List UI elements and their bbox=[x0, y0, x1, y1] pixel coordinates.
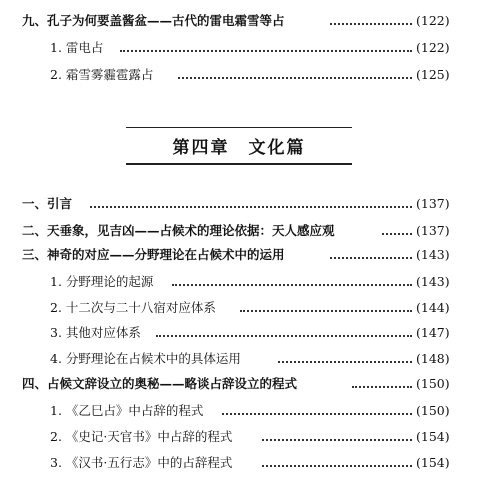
dot-leader bbox=[172, 284, 412, 286]
toc-entry bbox=[0, 296, 480, 320]
dot-leader bbox=[240, 310, 412, 312]
toc-entry-title: 一、引言 bbox=[22, 196, 73, 211]
dot-leader bbox=[382, 233, 412, 235]
toc-entry-title: 2. 《史记·天官书》中占辞的程式 bbox=[50, 429, 233, 444]
toc-entry-page: (125) bbox=[416, 67, 450, 82]
toc-entry bbox=[0, 270, 480, 294]
toc-entry bbox=[0, 36, 480, 60]
toc-entry-title: 二、天垂象，见吉凶——占候术的理论依据：天人感应观 bbox=[22, 223, 335, 238]
toc-entry bbox=[0, 399, 480, 423]
toc-entry bbox=[0, 372, 480, 396]
chapter-heading: 第四章 文化篇 bbox=[126, 127, 352, 165]
dot-leader bbox=[90, 206, 412, 208]
toc-entry bbox=[0, 321, 480, 345]
dot-leader bbox=[120, 50, 412, 52]
toc-entry-page: (137) bbox=[416, 223, 450, 238]
toc-entry-title: 1. 分野理论的起源 bbox=[50, 274, 154, 289]
toc-entry-title: 2. 十二次与二十八宿对应体系 bbox=[50, 300, 216, 315]
toc-entry bbox=[0, 425, 480, 449]
toc-entry bbox=[0, 192, 480, 216]
toc-entry-page: (148) bbox=[416, 351, 450, 366]
toc-entry-page: (122) bbox=[416, 13, 450, 28]
toc-entry-title: 3. 其他对应体系 bbox=[50, 325, 141, 340]
toc-entry-title: 1. 《乙巳占》中占辞的程式 bbox=[50, 403, 204, 418]
dot-leader bbox=[262, 439, 412, 441]
toc-entry-title: 三、神奇的对应——分野理论在占候术中的运用 bbox=[22, 247, 285, 262]
toc-entry-page: (150) bbox=[416, 376, 450, 391]
toc-entry-page: (144) bbox=[416, 300, 450, 315]
toc-entry-title: 4. 分野理论在占候术中的具体运用 bbox=[50, 351, 241, 366]
toc-entry bbox=[0, 451, 480, 475]
toc-entry-page: (122) bbox=[416, 40, 450, 55]
dot-leader bbox=[278, 361, 412, 363]
toc-entry bbox=[0, 243, 480, 267]
toc-entry-page: (147) bbox=[416, 325, 450, 340]
toc-entry bbox=[0, 9, 480, 33]
dot-leader bbox=[178, 77, 412, 79]
toc-entry-page: (154) bbox=[416, 455, 450, 470]
dot-leader bbox=[330, 23, 412, 25]
dot-leader bbox=[156, 335, 412, 337]
toc-entry-title: 九、孔子为何要盖酱盆——古代的雷电霜雪等占 bbox=[22, 13, 285, 28]
dot-leader bbox=[262, 465, 412, 467]
toc-entry-title: 3. 《汉书·五行志》中的占辞程式 bbox=[50, 455, 233, 470]
toc-entry bbox=[0, 219, 480, 243]
toc-entry-title: 1. 雷电占 bbox=[50, 40, 104, 55]
toc-entry-page: (143) bbox=[416, 274, 450, 289]
toc-entry bbox=[0, 63, 480, 87]
dot-leader bbox=[330, 257, 412, 259]
toc-entry-title: 2. 霜雪雾霾雹露占 bbox=[50, 67, 154, 82]
toc-entry bbox=[0, 347, 480, 371]
toc-entry-title: 四、占候文辞设立的奥秘——略谈占辞设立的程式 bbox=[22, 376, 298, 391]
toc-entry-page: (150) bbox=[416, 403, 450, 418]
toc-entry-page: (143) bbox=[416, 247, 450, 262]
toc-entry-page: (137) bbox=[416, 196, 450, 211]
dot-leader bbox=[352, 386, 412, 388]
dot-leader bbox=[222, 413, 412, 415]
toc-entry-page: (154) bbox=[416, 429, 450, 444]
